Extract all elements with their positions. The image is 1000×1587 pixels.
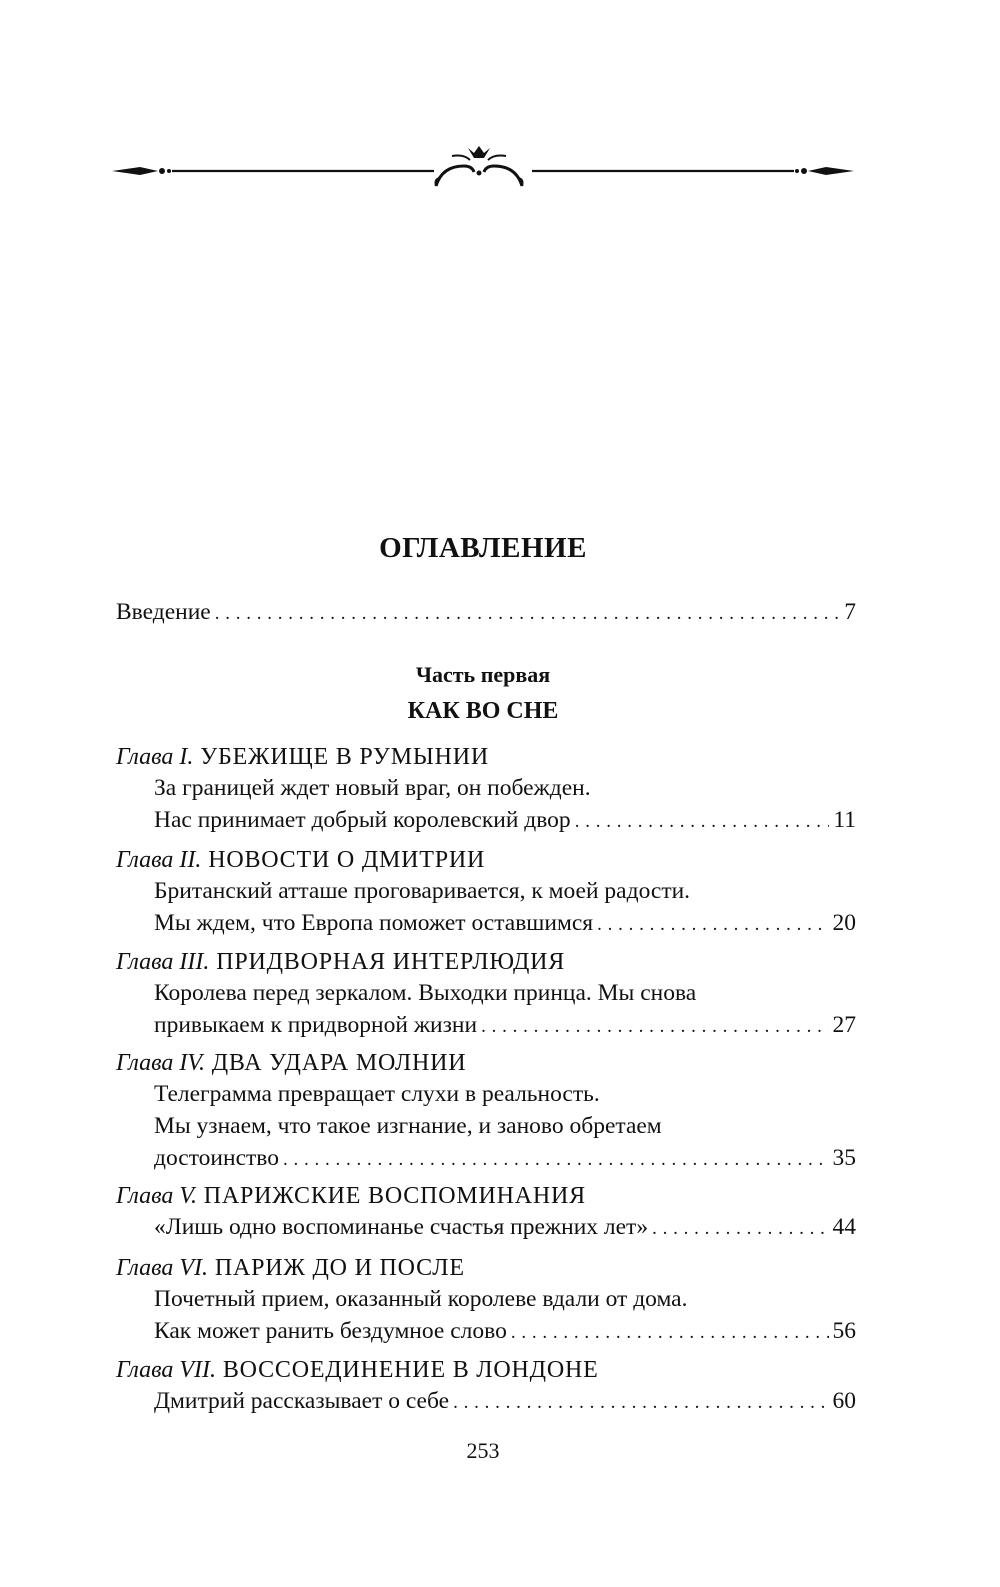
entry-page: 27	[832, 1012, 856, 1038]
chapter-title: ПАРИЖСКИЕ ВОСПОМИНАНИЯ	[203, 1183, 586, 1209]
chapter-summary-line: Мы узнаем, что такое изгнание, и заново обретаем	[154, 1113, 662, 1139]
dot-leader	[575, 804, 830, 838]
entry-page: 60	[832, 1388, 856, 1414]
chapter-number: Глава V.	[116, 1183, 197, 1209]
chapter-summary-line: привыкаем к придворной жизни	[154, 1012, 478, 1038]
dot-leader	[453, 1385, 828, 1419]
chapter-summary-line: Почетный прием, оказанный королеве вдали от дома.	[154, 1286, 688, 1312]
entry-page: 20	[832, 910, 856, 936]
chapter-number: Глава IV.	[116, 1050, 205, 1076]
chapter-title: УБЕЖИЩЕ В РУМЫНИИ	[200, 744, 489, 770]
chapter-number: Глава II.	[116, 847, 202, 873]
part-title: КАК ВО СНЕ	[407, 698, 559, 724]
entry-label: Введение	[116, 599, 211, 625]
toc-chapter-1[interactable]	[116, 742, 856, 838]
chapter-title: ПРИДВОРНАЯ ИНТЕРЛЮДИЯ	[216, 949, 566, 975]
dot-leader	[511, 1315, 829, 1349]
dot-leader	[215, 596, 841, 630]
entry-page: 11	[833, 807, 856, 833]
entry-page: 44	[832, 1214, 856, 1240]
part-label: Часть первая	[415, 662, 551, 687]
chapter-summary-line: достоинство	[154, 1145, 279, 1171]
chapter-summary-line: Нас принимает добрый королевский двор	[154, 807, 571, 833]
chapter-summary-line: «Лишь одно воспоминанье счастья прежних лет»	[154, 1214, 649, 1240]
chapter-summary-line: Как может ранить бездумное слово	[154, 1318, 507, 1344]
entry-page: 56	[832, 1318, 856, 1344]
toc-entry-intro[interactable]	[116, 596, 856, 630]
chapter-summary-line: Британский атташе проговаривается, к моей радости.	[154, 878, 691, 904]
dot-leader	[481, 1009, 828, 1043]
chapter-title: ДВА УДАРА МОЛНИИ	[211, 1050, 467, 1076]
chapter-number: Глава VI.	[116, 1255, 209, 1281]
toc-title: ОГЛАВЛЕНИЕ	[379, 532, 587, 564]
chapter-title: НОВОСТИ О ДМИТРИИ	[208, 847, 486, 873]
chapter-number: Глава III.	[116, 949, 210, 975]
entry-page: 35	[832, 1145, 856, 1171]
chapter-number: Глава VII.	[116, 1357, 217, 1383]
header-ornament	[112, 146, 854, 192]
toc-chapter-4[interactable]	[116, 1048, 856, 1176]
toc-chapter-6[interactable]	[116, 1253, 856, 1349]
chapter-summary-line: Королева перед зеркалом. Выходки принца. Мы снова	[154, 980, 697, 1006]
chapter-title: ПАРИЖ ДО И ПОСЛЕ	[214, 1255, 465, 1281]
chapter-number: Глава I.	[116, 744, 194, 770]
chapter-summary-line: Телеграмма превращает слухи в реальность.	[154, 1081, 600, 1107]
chapter-summary-line: За границей ждет новый враг, он побежден.	[154, 775, 591, 801]
toc-chapter-2[interactable]	[116, 845, 856, 941]
chapter-summary-line: Дмитрий рассказывает о себе	[154, 1388, 450, 1414]
chapter-title: ВОССОЕДИНЕНИЕ В ЛОНДОНЕ	[222, 1357, 599, 1383]
dot-leader	[652, 1211, 828, 1245]
toc-chapter-3[interactable]	[116, 947, 856, 1043]
toc-chapter-7[interactable]	[116, 1355, 856, 1419]
dot-leader	[283, 1142, 829, 1176]
dot-leader	[597, 907, 828, 941]
page-number: 253	[466, 1438, 500, 1463]
chapter-summary-line: Мы ждем, что Европа поможет оставшимся	[154, 910, 594, 936]
entry-page: 7	[844, 599, 856, 625]
toc-chapter-5[interactable]	[116, 1181, 856, 1245]
